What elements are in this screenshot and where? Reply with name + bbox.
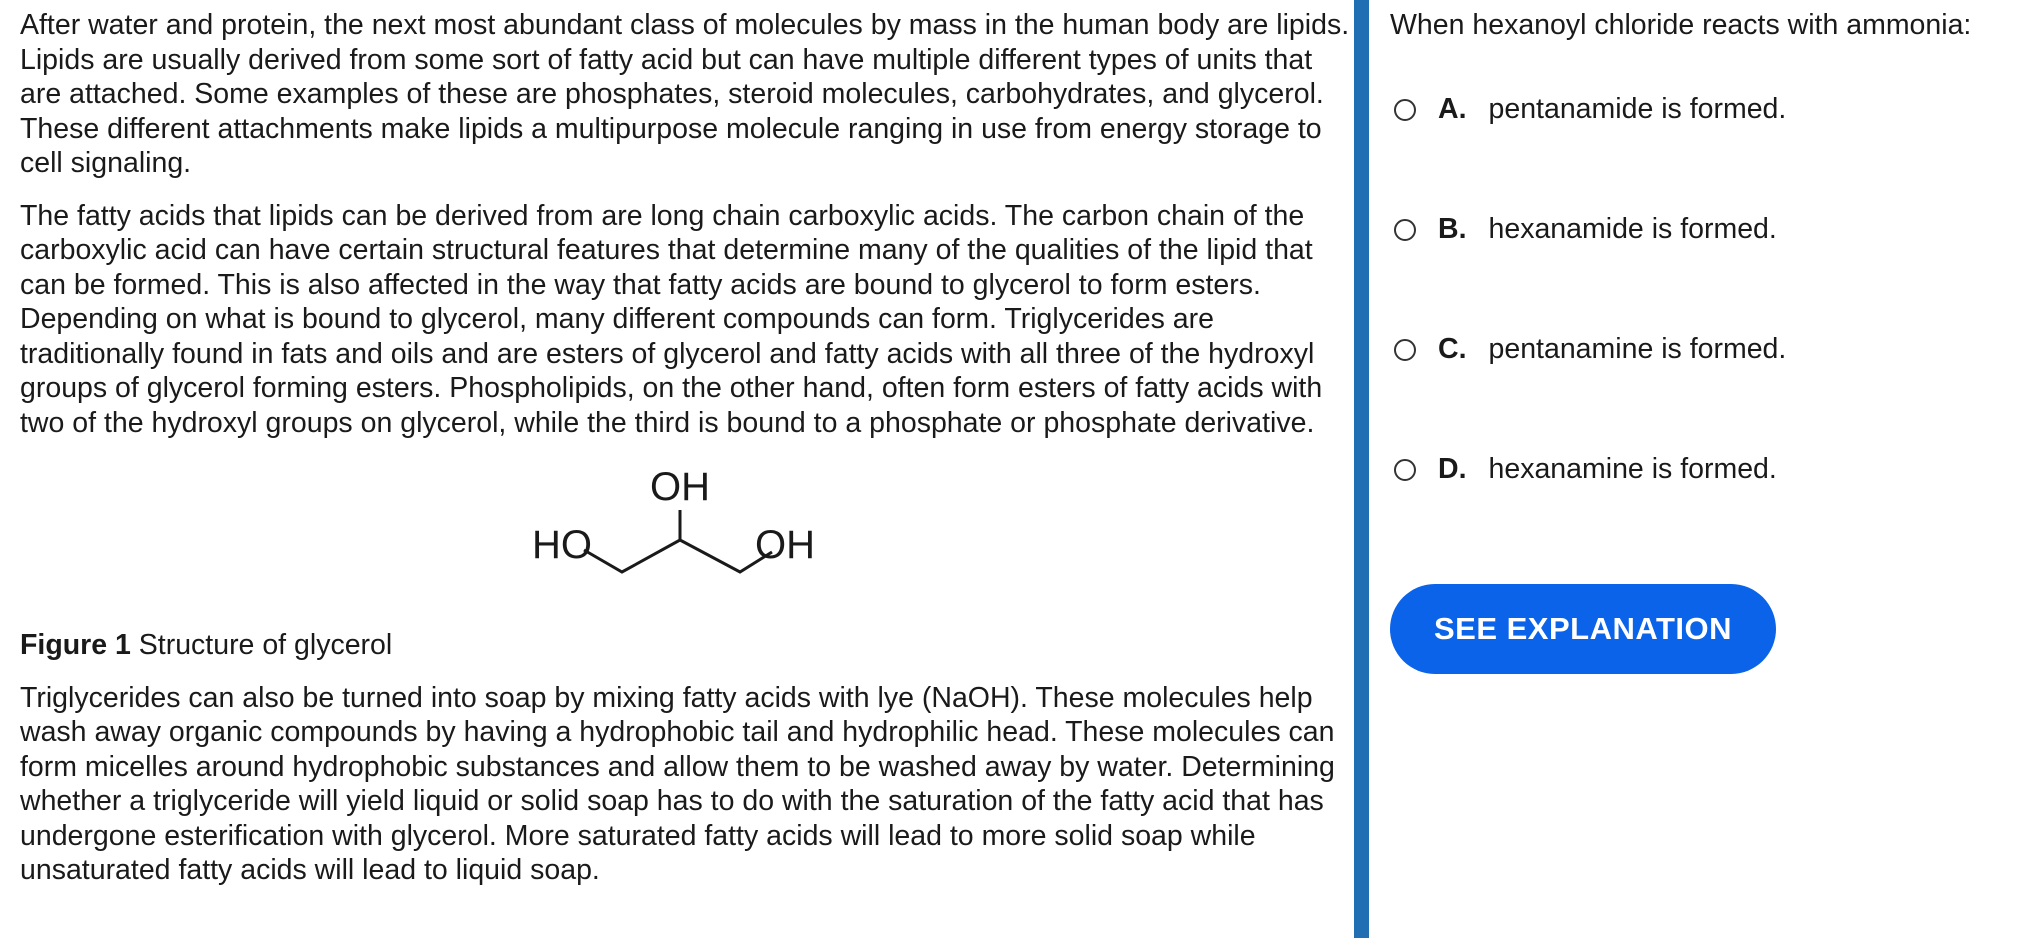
ho-left-label: HO bbox=[532, 523, 592, 567]
glycerol-figure bbox=[20, 452, 1350, 622]
passage-paragraph-1: After water and protein, the next most abundant class of molecules by mass in the human body are lipids. Lipids are usually derived from some sort of fatty acid but can have multiple different types of units that are attached. Some examples of these are phosphates, steroid molecules, carbohydrates, and glycerol. These different attachments make lipids a multipurpose molecule ranging in use from energy storage to cell signaling. bbox=[20, 9, 1350, 179]
reading-passage bbox=[20, 8, 1350, 906]
oh-top-label: OH bbox=[650, 465, 710, 509]
carbon-backbone-bonds bbox=[584, 540, 772, 572]
figure-caption-text: Structure of glycerol bbox=[130, 629, 393, 661]
choice-letter: C. bbox=[1438, 333, 1467, 366]
choice-letter: A. bbox=[1438, 93, 1467, 126]
answer-choice-a[interactable] bbox=[1390, 93, 2030, 127]
column-divider bbox=[1354, 0, 1369, 938]
choice-letter: B. bbox=[1438, 213, 1467, 246]
oh-right-label: OH bbox=[755, 523, 815, 567]
answer-choices bbox=[1390, 93, 2030, 487]
answer-choice-b[interactable] bbox=[1390, 213, 2030, 247]
choice-text: pentanamine is formed. bbox=[1488, 333, 1787, 366]
question-panel bbox=[1390, 8, 2030, 573]
passage-paragraph-3: Triglycerides can also be turned into soap by mixing fatty acids with lye (NaOH). These molecules help wash away organic compounds by having a hydrophobic tail and hydrophilic head. These molecules can form micelles around hydrophobic substances and allow them to be washed away by water. Determining whether a triglyceride will yield liquid or solid soap has to do with the saturation of the fatty acid that has undergone esterification with glycerol. More saturated fatty acids will lead to more solid soap while unsaturated fatty acids will lead to liquid soap. bbox=[20, 681, 1335, 886]
choice-letter: D. bbox=[1438, 453, 1467, 486]
glycerol-structure-diagram bbox=[500, 452, 820, 602]
answer-choice-c[interactable] bbox=[1390, 333, 2030, 367]
question-stem: When hexanoyl chloride reacts with ammonia: bbox=[1390, 9, 1972, 41]
choice-text: hexanamine is formed. bbox=[1488, 453, 1777, 486]
answer-choice-d[interactable] bbox=[1390, 453, 2030, 487]
radio-button-icon[interactable] bbox=[1394, 459, 1416, 481]
see-explanation-button[interactable]: SEE EXPLANATION bbox=[1390, 584, 1776, 674]
radio-button-icon[interactable] bbox=[1394, 219, 1416, 241]
choice-text: pentanamide is formed. bbox=[1488, 93, 1787, 126]
figure-caption bbox=[20, 628, 1350, 663]
choice-text: hexanamide is formed. bbox=[1488, 213, 1777, 246]
figure-caption-label: Figure 1 bbox=[20, 629, 131, 661]
passage-paragraph-2: The fatty acids that lipids can be derived from are long chain carboxylic acids. The carbon chain of the carboxylic acid can have certain structural features that determine many of the qualities of the lipid that can be formed. This is also affected in the way that fatty acids are bound to glycerol to form esters. Depending on what is bound to glycerol, many different compounds can form. Triglycerides are traditionally found in fats and oils and are esters of glycerol and fatty acids with all three of the hydroxyl groups of glycerol forming esters. Phospholipids, on the other hand, often form esters of fatty acids with two of the hydroxyl groups on glycerol, while the third is bound to a phosphate or phosphate derivative. bbox=[20, 199, 1323, 439]
radio-button-icon[interactable] bbox=[1394, 339, 1416, 361]
radio-button-icon[interactable] bbox=[1394, 99, 1416, 121]
